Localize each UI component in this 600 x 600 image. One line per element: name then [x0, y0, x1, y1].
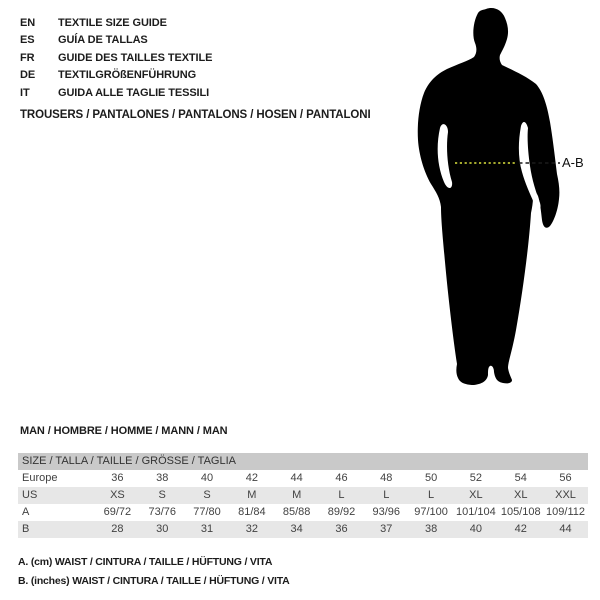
man-silhouette	[418, 8, 560, 385]
size-value-cell: 44	[559, 523, 572, 535]
size-value-cell: 37	[380, 523, 393, 535]
row-label: US	[22, 489, 38, 501]
size-value-cell: 81/84	[238, 506, 266, 518]
language-code: IT	[20, 86, 30, 99]
size-value-cell: 31	[200, 523, 214, 535]
size-value-cell: L	[338, 489, 345, 501]
language-row	[20, 67, 212, 84]
table-row	[18, 470, 588, 487]
row-label: Europe	[22, 472, 58, 484]
language-row	[20, 85, 212, 102]
size-table-rows	[18, 470, 588, 538]
size-value-cell: M	[292, 489, 302, 501]
size-value-cell: 42	[514, 523, 527, 535]
size-value-cell: S	[203, 489, 211, 501]
language-list	[20, 15, 212, 102]
size-value-cell: 44	[290, 472, 303, 484]
size-value-cell: 42	[245, 472, 258, 484]
size-value-cell: 32	[245, 523, 258, 535]
language-label: GUÍA DE TALLAS	[58, 34, 148, 47]
measure-label: A-B	[562, 155, 584, 170]
language-code: EN	[20, 17, 36, 29]
size-value-cell: 40	[200, 472, 214, 484]
size-value-cell: 52	[469, 472, 483, 484]
size-value-cell: 28	[111, 523, 124, 535]
size-value-cell: 50	[424, 472, 438, 484]
size-value-cell: XL	[469, 489, 483, 501]
language-code: ES	[20, 34, 35, 47]
size-value-cell: 69/72	[103, 506, 132, 518]
size-value-cell: XL	[513, 489, 528, 501]
language-row	[20, 32, 212, 49]
footnote-line: A. (cm) WAIST / CINTURA / TAILLE / HÜFTUNG / VITA	[18, 556, 273, 568]
language-row	[20, 50, 212, 67]
size-value-cell: 46	[335, 472, 348, 484]
table-row	[18, 487, 588, 504]
table-row	[18, 504, 588, 521]
size-value-cell: 93/96	[372, 506, 401, 518]
size-value-cell: 54	[514, 472, 527, 484]
size-value-cell: S	[158, 489, 166, 501]
size-value-cell: 34	[290, 523, 303, 535]
language-code: DE	[20, 69, 36, 82]
size-value-cell: 77/80	[193, 506, 221, 518]
size-table	[18, 453, 588, 538]
garment-title: TROUSERS / PANTALONES / PANTALONS / HOSEN / PANTALONI	[20, 109, 371, 121]
language-label: TEXTILE SIZE GUIDE	[58, 17, 167, 29]
language-label: GUIDE DES TAILLES TEXTILE	[58, 51, 213, 64]
language-code: FR	[20, 51, 35, 64]
size-value-cell: L	[428, 489, 435, 501]
language-label: TEXTILGRÖßENFÜHRUNG	[58, 69, 197, 82]
size-value-cell: 36	[111, 472, 124, 484]
table-row	[18, 521, 588, 538]
row-label: A	[22, 506, 30, 518]
size-value-cell: 48	[380, 472, 393, 484]
size-figure	[390, 0, 600, 420]
size-value-cell: 38	[424, 523, 438, 535]
size-value-cell: 97/100	[414, 506, 448, 518]
section-title-man: MAN / HOMBRE / HOMME / MANN / MAN	[20, 425, 228, 437]
row-label: B	[22, 523, 30, 535]
size-value-cell: 73/76	[148, 506, 176, 518]
size-value-cell: 36	[335, 523, 348, 535]
size-value-cell: 85/88	[282, 506, 311, 518]
size-value-cell: 109/112	[546, 506, 585, 518]
size-value-cell: XS	[110, 489, 125, 501]
man-silhouette-figure	[390, 0, 600, 420]
size-value-cell: XXL	[555, 489, 576, 501]
size-value-cell: 30	[156, 523, 169, 535]
language-label: GUIDA ALLE TAGLIE TESSILI	[58, 86, 210, 99]
size-value-cell: 105/108	[500, 506, 541, 518]
size-value-cell: M	[247, 489, 257, 501]
size-value-cell: 56	[559, 472, 572, 484]
measurement-footnotes	[18, 553, 290, 590]
language-row	[20, 15, 212, 32]
size-value-cell: 101/104	[456, 506, 496, 518]
size-value-cell: 38	[156, 472, 169, 484]
footnote-line: B. (inches) WAIST / CINTURA / TAILLE / HÜFTUNG / VITA	[18, 574, 290, 587]
size-value-cell: 40	[469, 523, 483, 535]
size-value-cell: L	[383, 489, 390, 501]
size-value-cell: 89/92	[327, 506, 356, 518]
size-table-header: SIZE / TALLA / TAILLE / GRÖSSE / TAGLIA	[18, 453, 588, 470]
